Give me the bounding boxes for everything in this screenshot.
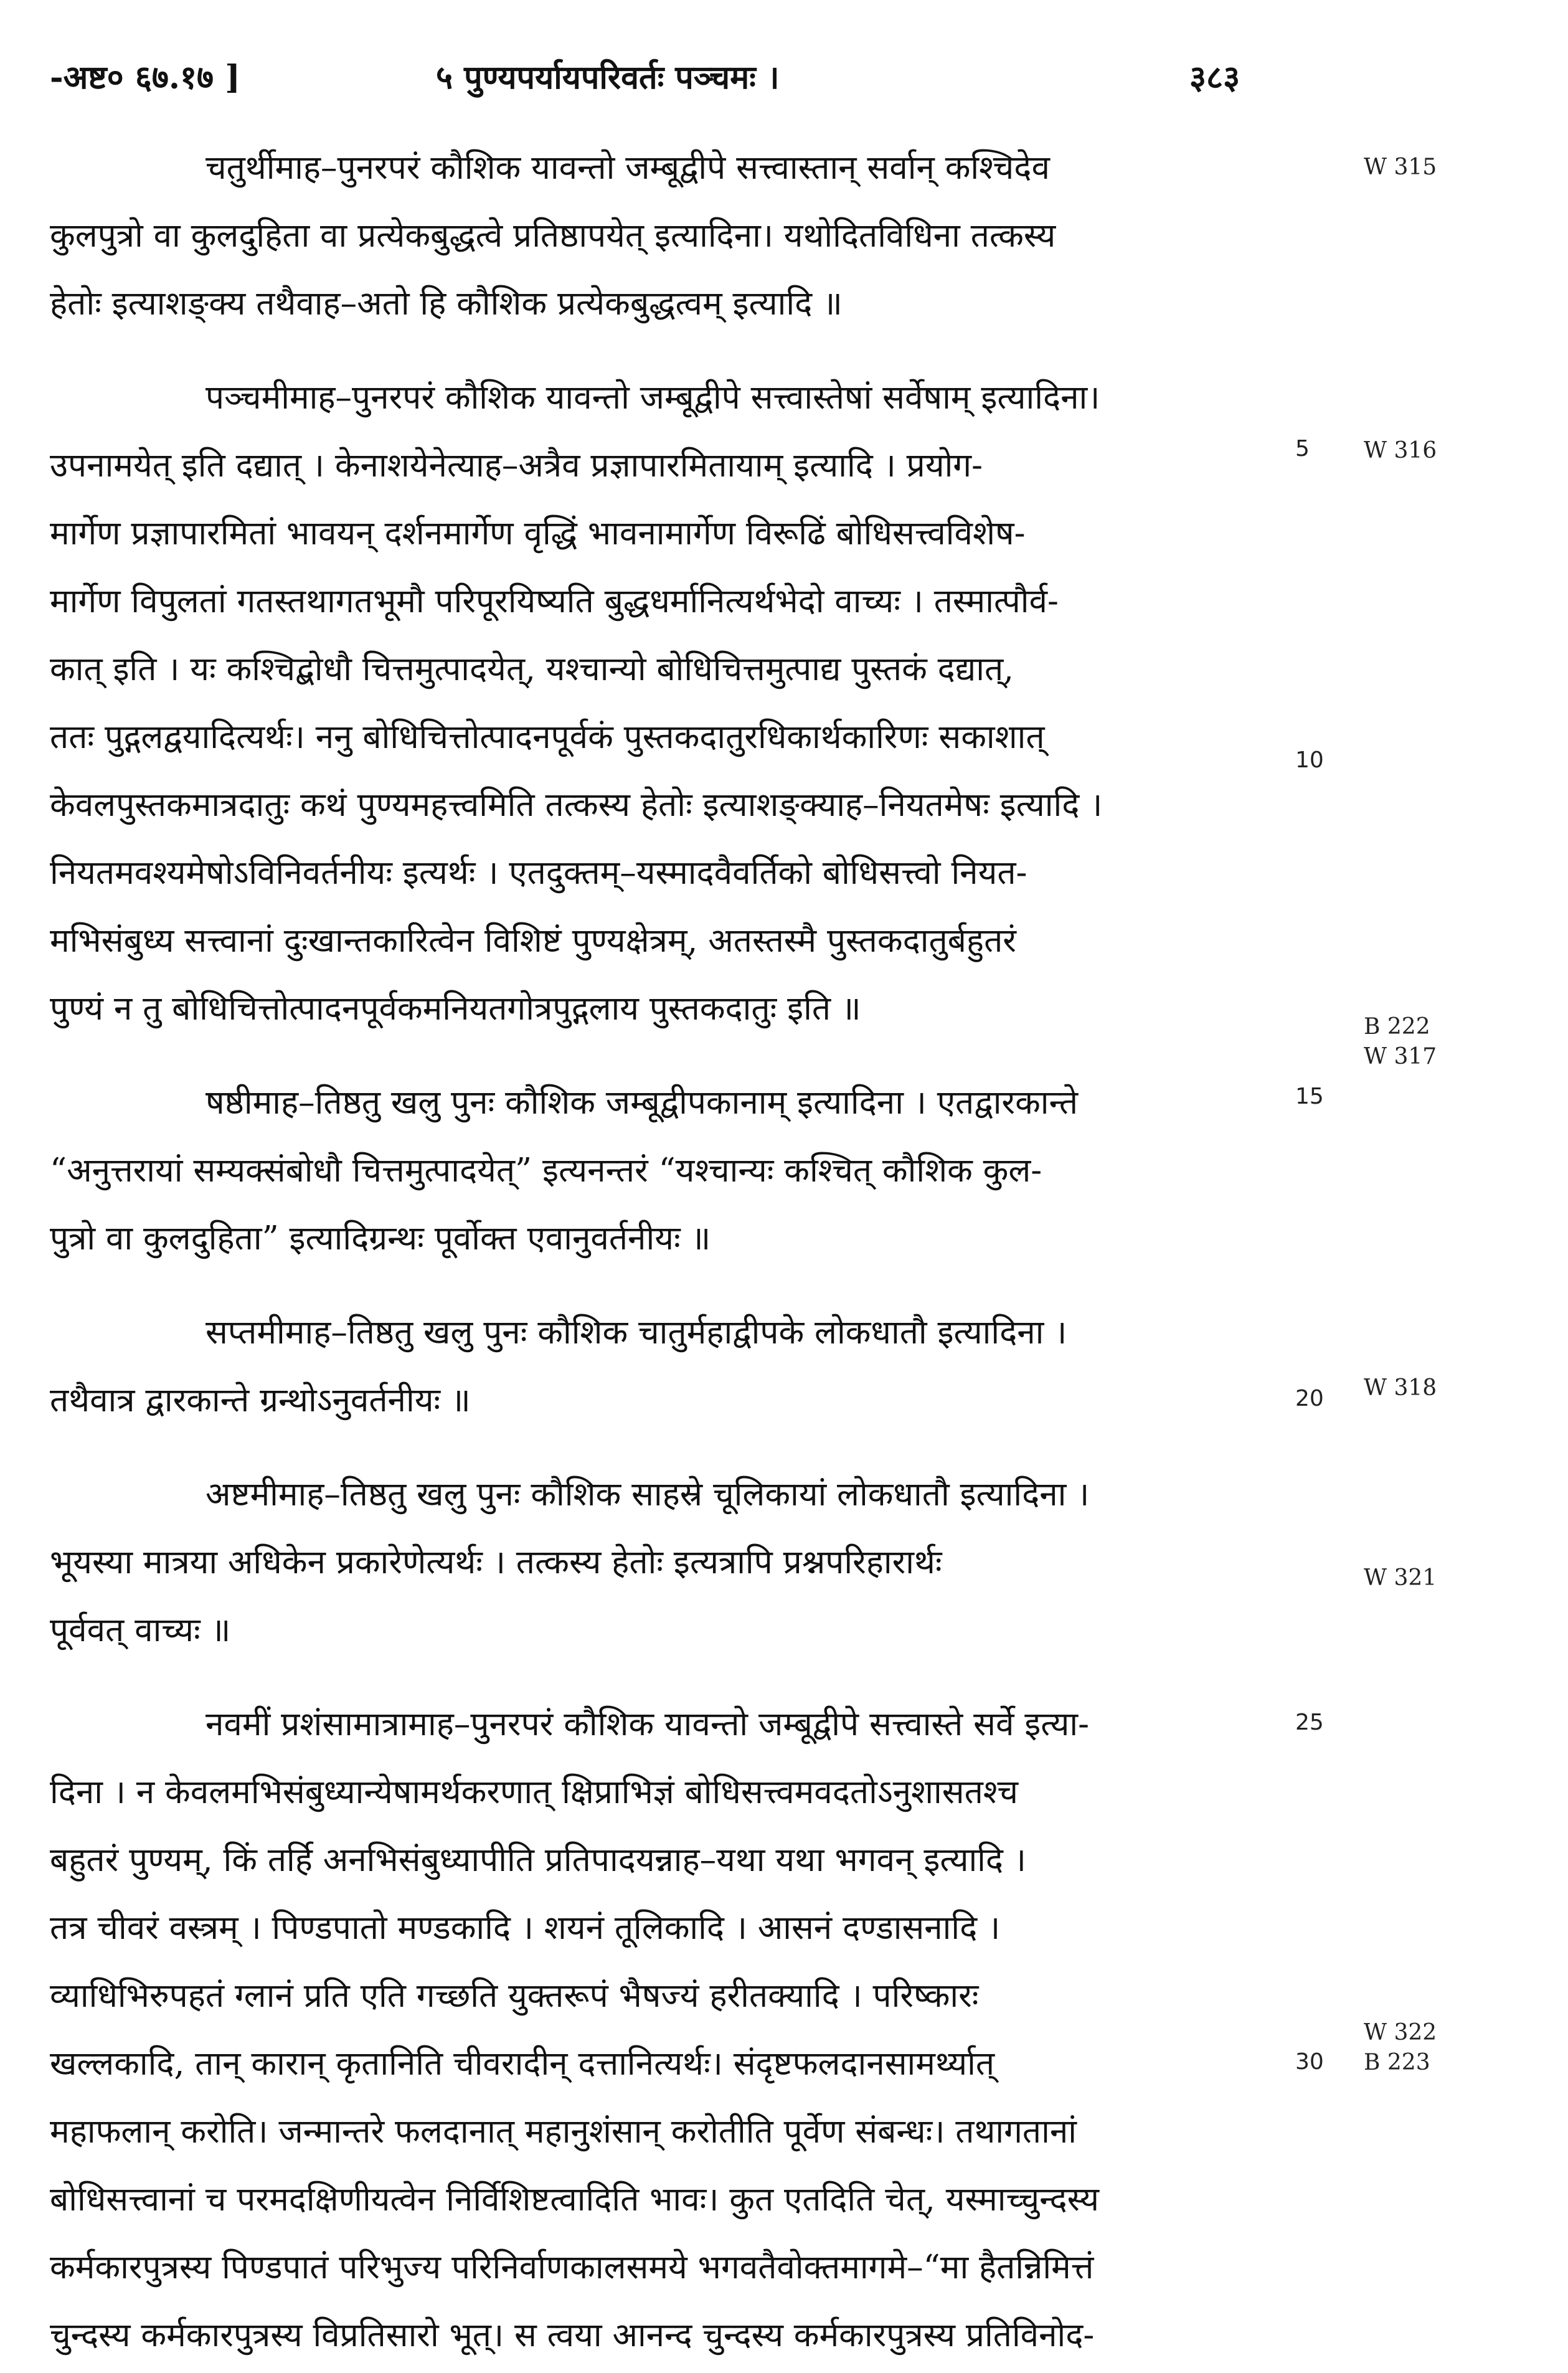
text-line: अष्टमीमाह–तिष्ठतु खलु पुनः कौशिक साहस्रे चूलिकायां लोकधातौ इत्यादिना । — [205, 1475, 1090, 1513]
text-line: पुण्यं न तु बोधिचित्तोत्पादनपूर्वकमनियतगोत्रपुद्गलाय पुस्तकदातुः इति ॥ — [50, 990, 861, 1028]
edition-reference: W 322 — [1364, 2020, 1437, 2045]
text-line: नियतमवश्यमेषोऽविनिवर्तनीयः इत्यर्थः । एतदुक्तम्–यस्मादवैवर्तिको बोधिसत्त्वो नियत- — [50, 854, 1027, 892]
text-line: षष्ठीमाह–तिष्ठतु खलु पुनः कौशिक जम्बूद्वीपकानाम् इत्यादिना । एतद्वारकान्ते — [205, 1084, 1079, 1122]
text-line: खल्लकादि, तान् कारान् कृतानिति चीवरादीन् दत्तानित्यर्थः। संदृष्टफलदानसामर्थ्यात् — [50, 2045, 995, 2083]
edition-reference: B 222 — [1364, 1014, 1430, 1040]
body-text — [50, 134, 1295, 2369]
line-number: 15 — [1295, 1084, 1324, 1109]
edition-reference: B 223 — [1364, 2050, 1430, 2075]
text-line: पञ्चमीमाह–पुनरपरं कौशिक यावन्तो जम्बूद्वीपे सत्त्वास्तेषां सर्वेषाम् इत्यादिना। — [205, 379, 1100, 417]
paragraph-fifth — [50, 364, 1295, 1043]
text-line: कर्मकारपुत्रस्य पिण्डपातं परिभुज्य परिनिर्वाणकालसमये भगवतैवोक्तमागमे–“मा हैतन्निमित्तं — [50, 2248, 1094, 2286]
text-line: चतुर्थीमाह–पुनरपरं कौशिक यावन्तो जम्बूद्वीपे सत्त्वास्तान् सर्वान् कश्चिदेव — [205, 149, 1050, 187]
text-line: “अनुत्तरायां सम्यक्संबोधौ चित्तमुत्पादयेत्” इत्यनन्तरं “यश्चान्यः कश्चित् कौशिक कुल- — [50, 1152, 1042, 1190]
text-line: पूर्ववत् वाच्यः ॥ — [50, 1611, 231, 1649]
text-line: दिना । न केवलमभिसंबुध्यान्येषामर्थकरणात् क्षिप्राभिज्ञं बोधिसत्त्वमवदतोऽनुशासतश्च — [50, 1773, 1018, 1811]
paragraph-fourth — [50, 134, 1295, 338]
text-line: मभिसंबुध्य सत्त्वानां दुःखान्तकारित्वेन विशिष्टं पुण्यक्षेत्रम्, अतस्तस्मै पुस्तकदातुर्बहुतरं — [50, 922, 1016, 960]
text-line: पुत्रो वा कुलदुहिता” इत्यादिग्रन्थः पूर्वोक्त एवानुवर्तनीयः ॥ — [50, 1220, 711, 1258]
text-line: व्याधिभिरुपहतं ग्लानं प्रति एति गच्छति युक्तरूपं भैषज्यं हरीतक्यादि । परिष्कारः — [50, 1977, 979, 2015]
text-line: तत्र चीवरं वस्त्रम् । पिण्डपातो मण्डकादि । शयनं तूलिकादि । आसनं दण्डासनादि । — [50, 1909, 1001, 1947]
text-line: चुन्दस्य कर्मकारपुत्रस्य विप्रतिसारो भूत्। स त्वया आनन्द चुन्दस्य कर्मकारपुत्रस्य प्रतिविनोद- — [50, 2316, 1095, 2354]
text-line: मार्गेण विपुलतां गतस्तथागतभूमौ परिपूरयिष्यति बुद्धधर्मानित्यर्थभेदो वाच्यः । तस्मात्पौर्व- — [50, 582, 1059, 620]
running-header — [50, 44, 1295, 112]
line-number: 30 — [1295, 2049, 1324, 2075]
text-line: कात् इति । यः कश्चिद्बोधौ चित्तमुत्पादयेत्, यश्चान्यो बोधिचित्तमुत्पाद्य पुस्तकं दद्यात्, — [50, 650, 1014, 688]
edition-reference: W 318 — [1364, 1375, 1437, 1401]
text-line: तथैवात्र द्वारकान्ते ग्रन्थोऽनुवर्तनीयः ॥ — [50, 1381, 471, 1419]
text-line: भूयस्या मात्रया अधिकेन प्रकारेणेत्यर्थः । तत्कस्य हेतोः इत्यत्रापि प्रश्नपरिहारार्थः — [50, 1543, 942, 1581]
line-number: 5 — [1295, 436, 1310, 462]
page-number: ३८३ — [1189, 59, 1240, 97]
edition-reference: W 317 — [1364, 1044, 1437, 1069]
edition-reference: W 321 — [1364, 1565, 1437, 1591]
text-line: महाफलान् करोति। जन्मान्तरे फलदानात् महानुशंसान् करोतीति पूर्वेण संबन्धः। तथागतानां — [50, 2113, 1077, 2151]
text-line: उपनामयेत् इति दद्यात् । केनाशयेनेत्याह–अत्रैव प्रज्ञापारमितायाम् इत्यादि । प्रयोग- — [50, 447, 983, 485]
text-line: कुलपुत्रो वा कुलदुहिता वा प्रत्येकबुद्धत्वे प्रतिष्ठापयेत् इत्यादिना। यथोदितविधिना तत्कस्य — [50, 217, 1056, 255]
text-line: केवलपुस्तकमात्रदातुः कथं पुण्यमहत्त्वमिति तत्कस्य हेतोः इत्याशङ्क्याह–नियतमेषः इत्यादि । — [50, 786, 1103, 824]
text-line: मार्गेण प्रज्ञापारमितां भावयन् दर्शनमार्गेण वृद्धिं भावनामार्गेण विरूढिं बोधिसत्त्वविशेष- — [50, 514, 1026, 552]
line-number: 20 — [1295, 1386, 1324, 1411]
line-number: 10 — [1295, 747, 1324, 773]
paragraph-ninth — [50, 1690, 1295, 2369]
edition-reference: W 316 — [1364, 438, 1437, 463]
edition-reference: W 315 — [1364, 154, 1437, 180]
paragraph-sixth — [50, 1069, 1295, 1272]
text-line: नवमीं प्रशंसामात्रामाह–पुनरपरं कौशिक यावन्तो जम्बूद्वीपे सत्त्वास्ते सर्वे इत्या- — [205, 1705, 1090, 1743]
text-line: ततः पुद्गलद्वयादित्यर्थः। ननु बोधिचित्तोत्पादनपूर्वकं पुस्तकदातुरधिकार्थकारिणः सकाशात् — [50, 718, 1045, 756]
text-line: बोधिसत्त्वानां च परमदक्षिणीयत्वेन निर्विशिष्टत्वादिति भावः। कुत एतदिति चेत्, यस्माच्चुन्दस्य — [50, 2181, 1100, 2219]
paragraph-seventh — [50, 1299, 1295, 1434]
header-verse-ref: -अष्ट० ६७.१७ ] — [50, 59, 240, 97]
header-chapter-title: ५ पुण्यपर्यायपरिवर्तः पञ्चमः । — [436, 59, 780, 97]
text-line: हेतोः इत्याशङ्क्य तथैवाह–अतो हि कौशिक प्रत्येकबुद्धत्वम् इत्यादि ॥ — [50, 285, 843, 323]
line-number: 25 — [1295, 1710, 1324, 1735]
text-line: सप्तमीमाह–तिष्ठतु खलु पुनः कौशिक चातुर्महाद्वीपके लोकधातौ इत्यादिना । — [205, 1314, 1067, 1352]
text-line: बहुतरं पुण्यम्, किं तर्हि अनभिसंबुध्यापीति प्रतिपादयन्नाह–यथा यथा भगवन् इत्यादि । — [50, 1841, 1026, 1879]
paragraph-eighth — [50, 1461, 1295, 1664]
